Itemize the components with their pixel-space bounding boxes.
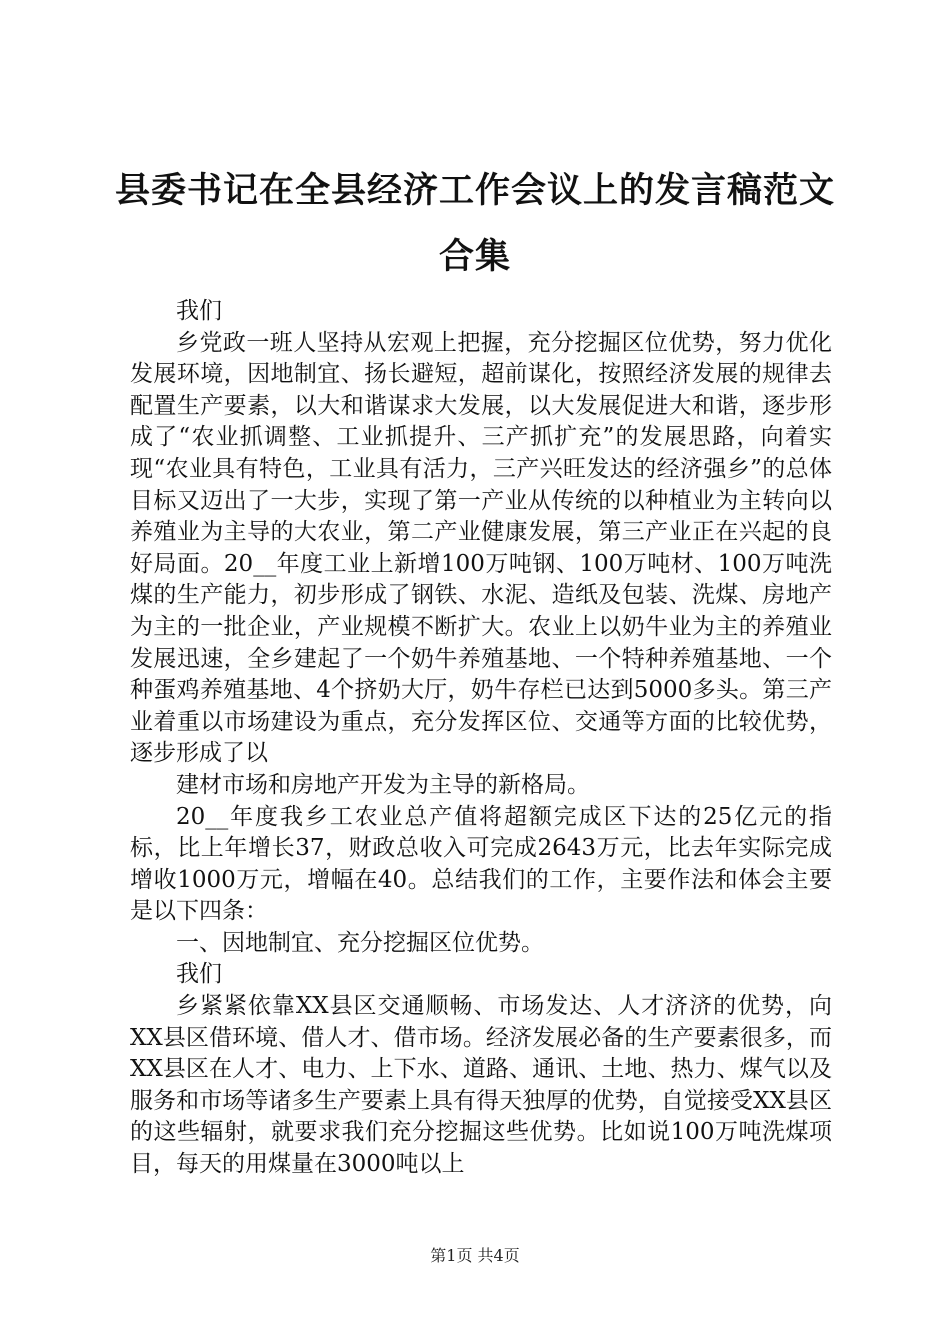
section-heading: 一、因地制宜、充分挖掘区位优势。: [176, 929, 544, 956]
paragraph: 我们: [176, 298, 222, 324]
paragraph: 乡紧紧依靠XX县区交通顺畅、市场发达、人才济济的优势，向XX县区借环境、借人才、借市场。经济发展必备的生产要素很多，而XX县区在人才、电力、上下水、道路、通讯、土地、热力、煤气以及服务和市场等诸多生产要素上具有得天独厚的优势，自觉接受XX县区的这些辐射，就要求我们充分挖掘这些优势。比如说100万吨洗煤项目，每天的用煤量在3000吨以上: [130, 993, 832, 1178]
paragraph: 我们: [176, 961, 222, 988]
document-body: [130, 296, 832, 1181]
page-footer: 第1页 共4页: [430, 1246, 520, 1265]
paragraph: 20__年度我乡工农业总产值将超额完成区下达的25亿元的指标，比上年增长37，财政总收入可完成2643万元，比去年实际完成增收1000万元，增幅在40。总结我们的工作，主要作法和体会主要是以下四条：: [130, 803, 832, 925]
paragraph: 建材市场和房地产开发为主导的新格局。: [176, 771, 590, 798]
paragraph: 乡党政一班人坚持从宏观上把握，充分挖掘区位优势，努力优化发展环境，因地制宜、扬长避短，超前谋化，按照经济发展的规律去配置生产要素，以大和谐谋求大发展，以大发展促进大和谐，逐步形成了“农业抓调整、工业抓提升、三产抓扩充”的发展思路，向着实现“农业具有特色，工业具有活力，三产兴旺发达的经济强乡”的总体目标又迈出了一大步，实现了第一产业从传统的以种植业为主转向以养殖业为主导的大农业，第二产业健康发展，第三产业正在兴起的良好局面。20__年度工业上新增100万吨钢、100万吨材、100万吨洗煤的生产能力，初步形成了钢铁、水泥、造纸及包装、洗煤、房地产为主的一批企业，产业规模不断扩大。农业上以奶牛业为主的养殖业发展迅速，全乡建起了一个奶牛养殖基地、一个特种养殖基地、一个种蛋鸡养殖基地、4个挤奶大厅，奶牛存栏已达到5000多头。第三产业着重以市场建设为重点，充分发挥区位、交通等方面的比较优势，逐步形成了以: [130, 329, 832, 767]
document-title: 县委书记在全县经济工作会议上的发言稿范文合集: [114, 171, 835, 277]
